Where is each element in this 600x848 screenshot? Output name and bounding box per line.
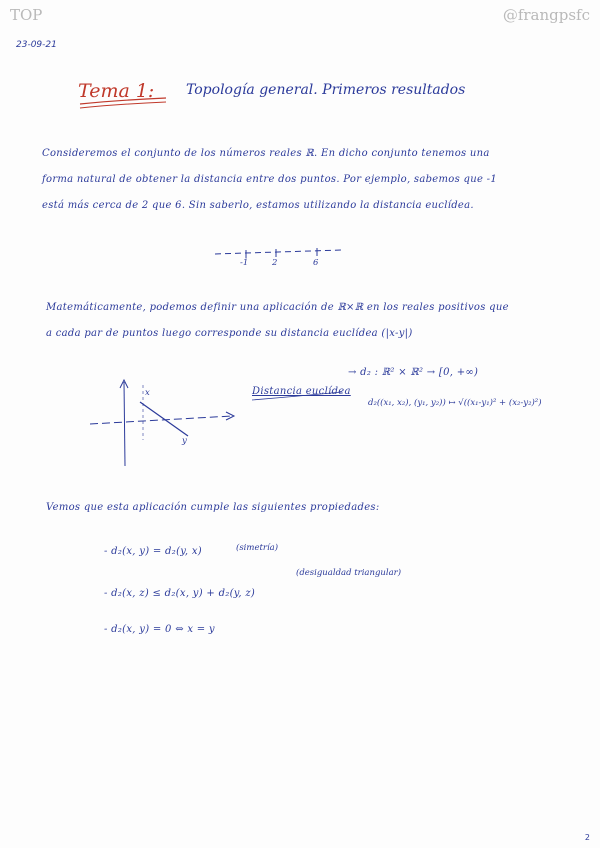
properties-intro: Vemos que esta aplicación cumple las siguientes propiedades: xyxy=(46,502,380,513)
number-line xyxy=(215,250,342,254)
y-axis xyxy=(124,382,125,466)
point-y-label: y xyxy=(182,436,187,446)
property-expr-3: - d₂(x, y) = 0 ⇔ x = y xyxy=(104,624,215,635)
property-note-2: (desigualdad triangular) xyxy=(296,568,402,578)
property-note-1: (simetría) xyxy=(236,543,279,553)
date: 23-09-21 xyxy=(16,40,57,50)
intro-line-3: está más cerca de 2 que 6. Sin saberlo, estamos utilizando la distancia euclídea. xyxy=(42,200,474,211)
tick-label-neg1: -1 xyxy=(240,258,249,268)
title-prefix: Tema 1: xyxy=(78,80,155,102)
definition-underline xyxy=(252,392,342,400)
page-number: 2 xyxy=(584,833,590,842)
math-line-2: a cada par de puntos luego corresponde su distancia euclídea (|x-y|) xyxy=(46,328,413,339)
math-line-1: Matemáticamente, podemos definir una aplicación de ℝ×ℝ en los reales positivos que xyxy=(46,302,509,313)
page-title: Topología general. Primeros resultados xyxy=(186,82,466,98)
property-expr-2: - d₂(x, z) ≤ d₂(x, y) + d₂(y, z) xyxy=(104,588,256,599)
intro-line-2: forma natural de obtener la distancia entre dos puntos. Por ejemplo, sabemos que -1 xyxy=(42,174,498,185)
top-label: TOP xyxy=(10,6,43,24)
intro-line-1: Consideremos el conjunto de los números reales ℝ. En dicho conjunto tenemos una xyxy=(42,148,490,159)
definition-mapping: → d₂ : ℝ² × ℝ² → [0, +∞) xyxy=(348,367,479,378)
point-x-label: x xyxy=(145,388,150,398)
tick-label-6: 6 xyxy=(313,258,319,268)
definition-formula: d₂((x₁, x₂), (y₁, y₂)) ↦ √((x₁-y₁)² + (x₂-y₂)²) xyxy=(368,398,542,408)
property-expr-1: - d₂(x, y) = d₂(y, x) xyxy=(104,546,202,557)
tick-label-2: 2 xyxy=(272,258,278,268)
author-watermark: @frangpsfc xyxy=(502,6,590,24)
definition-label: Distancia euclídea xyxy=(252,386,351,397)
